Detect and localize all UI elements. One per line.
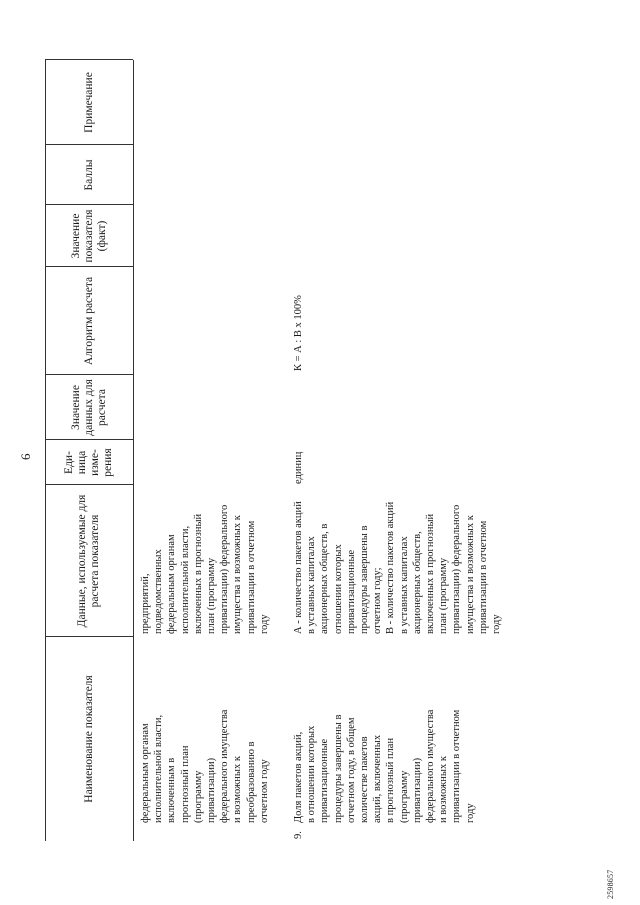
row1-name: федеральным органам исполнительной власти, включенным в прогнозный план (программу приватизации) федерального имущества и возможных к преобразованию в отчетном году [140,709,270,823]
row2-unit: единиц [293,451,304,484]
row2-data: А - количество пакетов акций в уставных капиталах акционерных обществ, в отношении которых приватизационные процедуры завершены в отчетном году; В - количество пакетов акций в уставных капиталах акционерных обществ, включенных в прогнозный план (программу приватизации) федерального имущества и возможных к приватизации в отчетном году [293,501,503,634]
page-number: 6 [18,453,33,460]
header-algorithm: Алгоритм расчета [82,276,95,366]
table-header-bottom-border [133,60,134,841]
header-unit: Еди- ница изме- рения [63,448,114,477]
header-points: Баллы [82,159,95,191]
header-data: Данные, используемые для расчета показателя [76,494,101,628]
header-value-data: Значение данных для расчета [69,379,108,436]
row2-name: Доля пакетов акций, в отношении которых приватизационные процедуры завершены в отчетном году, в общем количестве пакетов акций, включенных в прогнозный план (программу приватизации) федерального имущества и возможных к приватизации в отчетном году [293,709,476,823]
row2-number: 9. [293,831,304,839]
header-name: Наименование показателя [82,675,95,803]
row2-algorithm: К = А : В х 100% [293,295,304,371]
row1-data: предприятий, подведомственных федеральным органам исполнительной власти, включенных в прогнозный план (программу приватизации) федерального имущества и возможных к приватизации в отчетном году [140,504,270,634]
document-id: 2598657 [606,869,615,899]
header-note: Примечание [82,72,95,133]
header-value-fact: Значение показателя (факт) [69,209,108,263]
